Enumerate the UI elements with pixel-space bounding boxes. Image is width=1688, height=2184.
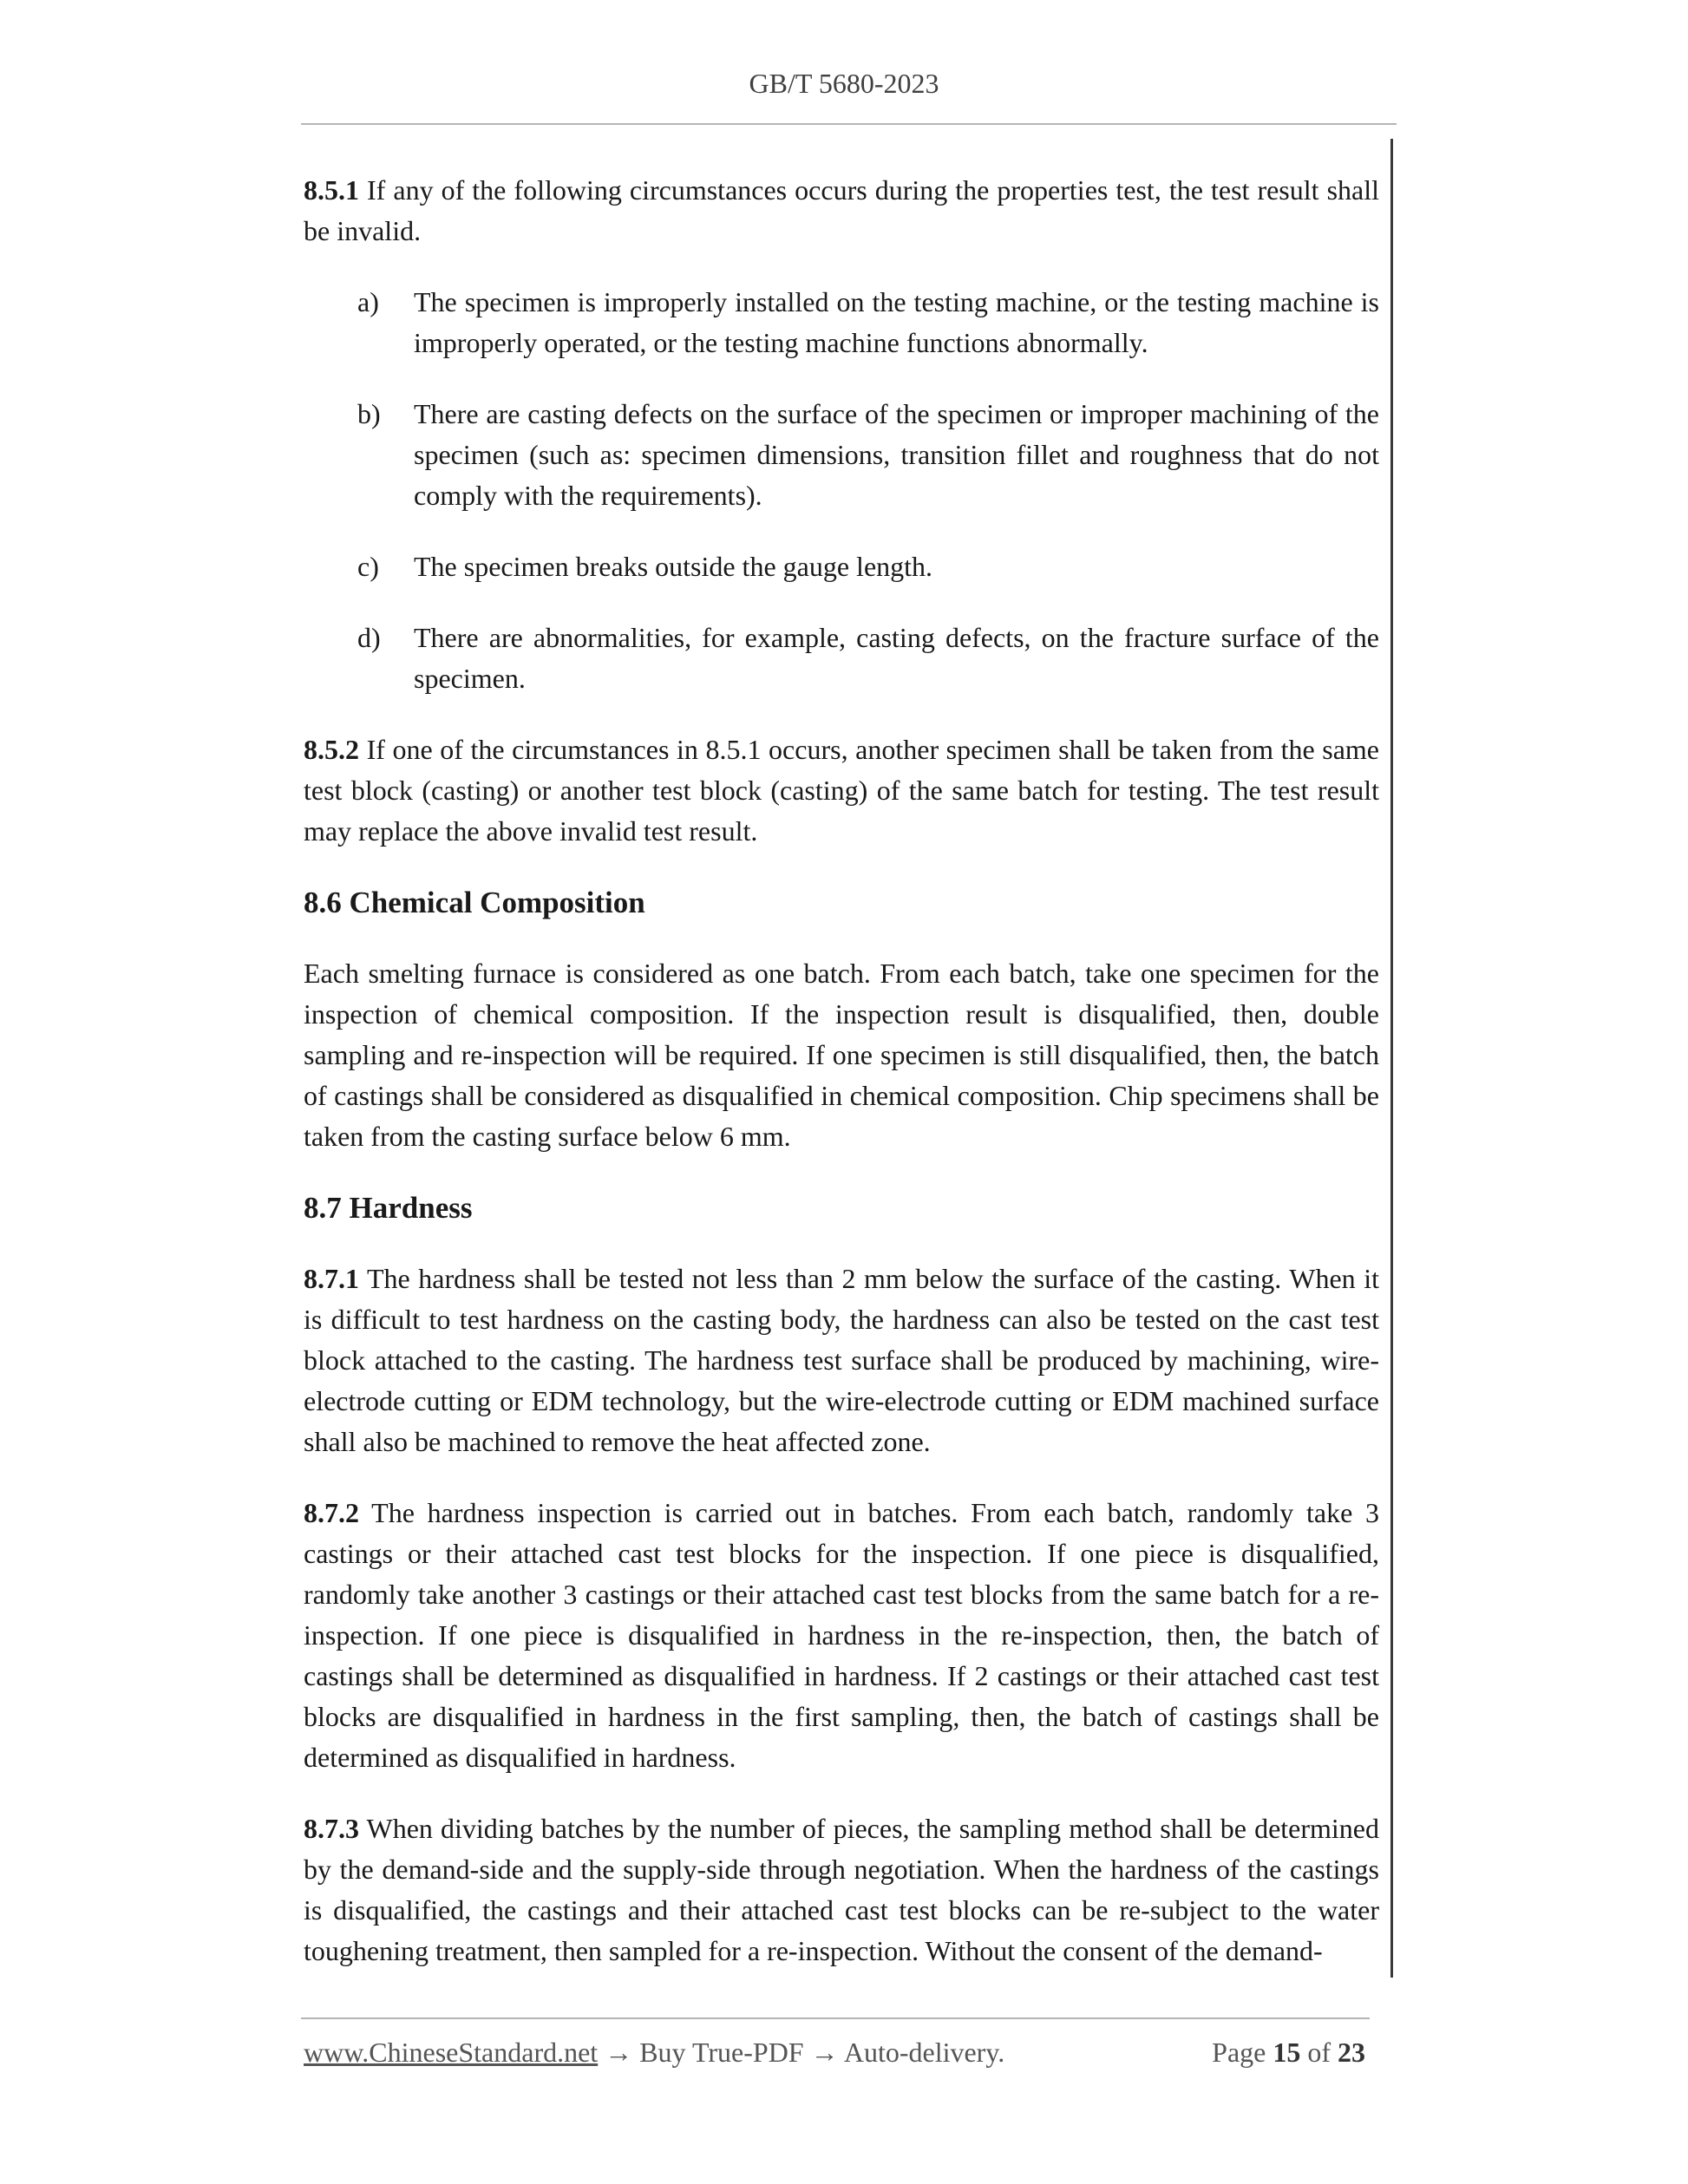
footer-promo (304, 2037, 1004, 2069)
list-marker: d) (357, 622, 381, 653)
current-page-number: 15 (1273, 2037, 1301, 2068)
clause-number: 8.7.3 (304, 1813, 359, 1844)
list-item-text: The specimen is improperly installed on the testing machine, or the testing machine is improperly operated, or the testing machine functions abnormally. (414, 286, 1379, 358)
website-link[interactable]: www.ChineseStandard.net (304, 2037, 599, 2068)
chemical-composition-paragraph: Each smelting furnace is considered as one batch. From each batch, take one specimen for the inspection of chemical composition. If the inspection result is disqualified, then, double sampling and re-inspection will be required. If one specimen is still disqualified, then, the batch of castings shall be considered as disqualified in chemical composition. Chip specimens shall be taken from the casting surface below 6 mm. (304, 958, 1379, 1152)
clause-text: If one of the circumstances in 8.5.1 occurs, another specimen shall be taken from the same test block (casting) or another test block (casting) of the same batch for testing. The test result may replace the above invalid test result. (304, 734, 1379, 847)
clause-8-7-1 (304, 1259, 1379, 1462)
list-item-text: There are casting defects on the surface of the specimen or improper machining of the specimen (such as: specimen dimensions, transition fillet and roughness that do not comply with the requirements). (414, 398, 1379, 511)
list-marker: b) (357, 398, 381, 429)
clause-text: If any of the following circumstances occurs during the properties test, the test result shall be invalid. (304, 174, 1379, 246)
clause-number: 8.7.2 (304, 1497, 359, 1528)
list-item-text: There are abnormalities, for example, casting defects, on the fracture surface of the specimen. (414, 622, 1379, 694)
clause-text: The hardness shall be tested not less than 2 mm below the surface of the casting. When it is difficult to test hardness on the casting body, the hardness can also be tested on the cast test block attached to the casting. The hardness test surface shall be produced by machining, wire-electrode cutting or EDM technology, but the wire-electrode cutting or EDM machined surface shall also be machined to remove the heat affected zone. (304, 1263, 1379, 1457)
document-body (304, 170, 1379, 2002)
clause-number: 8.7.1 (304, 1263, 359, 1294)
list-item (304, 546, 1379, 587)
clause-text: When dividing batches by the number of pieces, the sampling method shall be determined by the demand-side and the supply-side through negotiation. When the hardness of the castings is disqualified, the castings and their attached cast test blocks can be re-subject to the water toughening treatment, then sampled for a re-inspection. Without the consent of the demand- (304, 1813, 1379, 1966)
clause-number: 8.5.2 (304, 734, 359, 765)
clause-8-7-2 (304, 1493, 1379, 1778)
page-label: Page (1212, 2037, 1266, 2068)
clause-8-5-1 (304, 170, 1379, 252)
footer-divider (301, 2017, 1370, 2019)
circumstance-list (304, 282, 1379, 699)
change-bar (1390, 139, 1393, 1978)
of-label: of (1307, 2037, 1331, 2068)
page-header-title: GB/T 5680-2023 (749, 68, 939, 99)
section-heading-hardness: 8.7 Hardness (304, 1191, 473, 1225)
list-marker: a) (357, 286, 379, 317)
section-heading-chemical-composition: 8.6 Chemical Composition (304, 886, 645, 919)
list-item (304, 282, 1379, 363)
header-divider (301, 123, 1397, 125)
list-item (304, 394, 1379, 516)
clause-8-7-3 (304, 1808, 1379, 1971)
list-item (304, 618, 1379, 699)
list-marker: c) (357, 551, 379, 582)
page-counter (1212, 2037, 1365, 2069)
clause-8-5-2 (304, 729, 1379, 852)
footer-tagline: → Buy True-PDF → Auto-delivery. (598, 2037, 1005, 2068)
list-item-text: The specimen breaks outside the gauge length. (414, 551, 933, 582)
total-pages-number: 23 (1338, 2037, 1365, 2068)
clause-number: 8.5.1 (304, 174, 359, 206)
clause-text: The hardness inspection is carried out in batches. From each batch, randomly take 3 castings or their attached cast test blocks for the inspection. If one piece is disqualified, randomly take another 3 castings or their attached cast test blocks from the same batch for a re-inspection. If one piece is disqualified in hardness in the re-inspection, then, the batch of castings shall be determined as disqualified in hardness. If 2 castings or their attached cast test blocks are disqualified in hardness in the first sampling, then, the batch of castings shall be determined as disqualified in hardness. (304, 1497, 1379, 1773)
